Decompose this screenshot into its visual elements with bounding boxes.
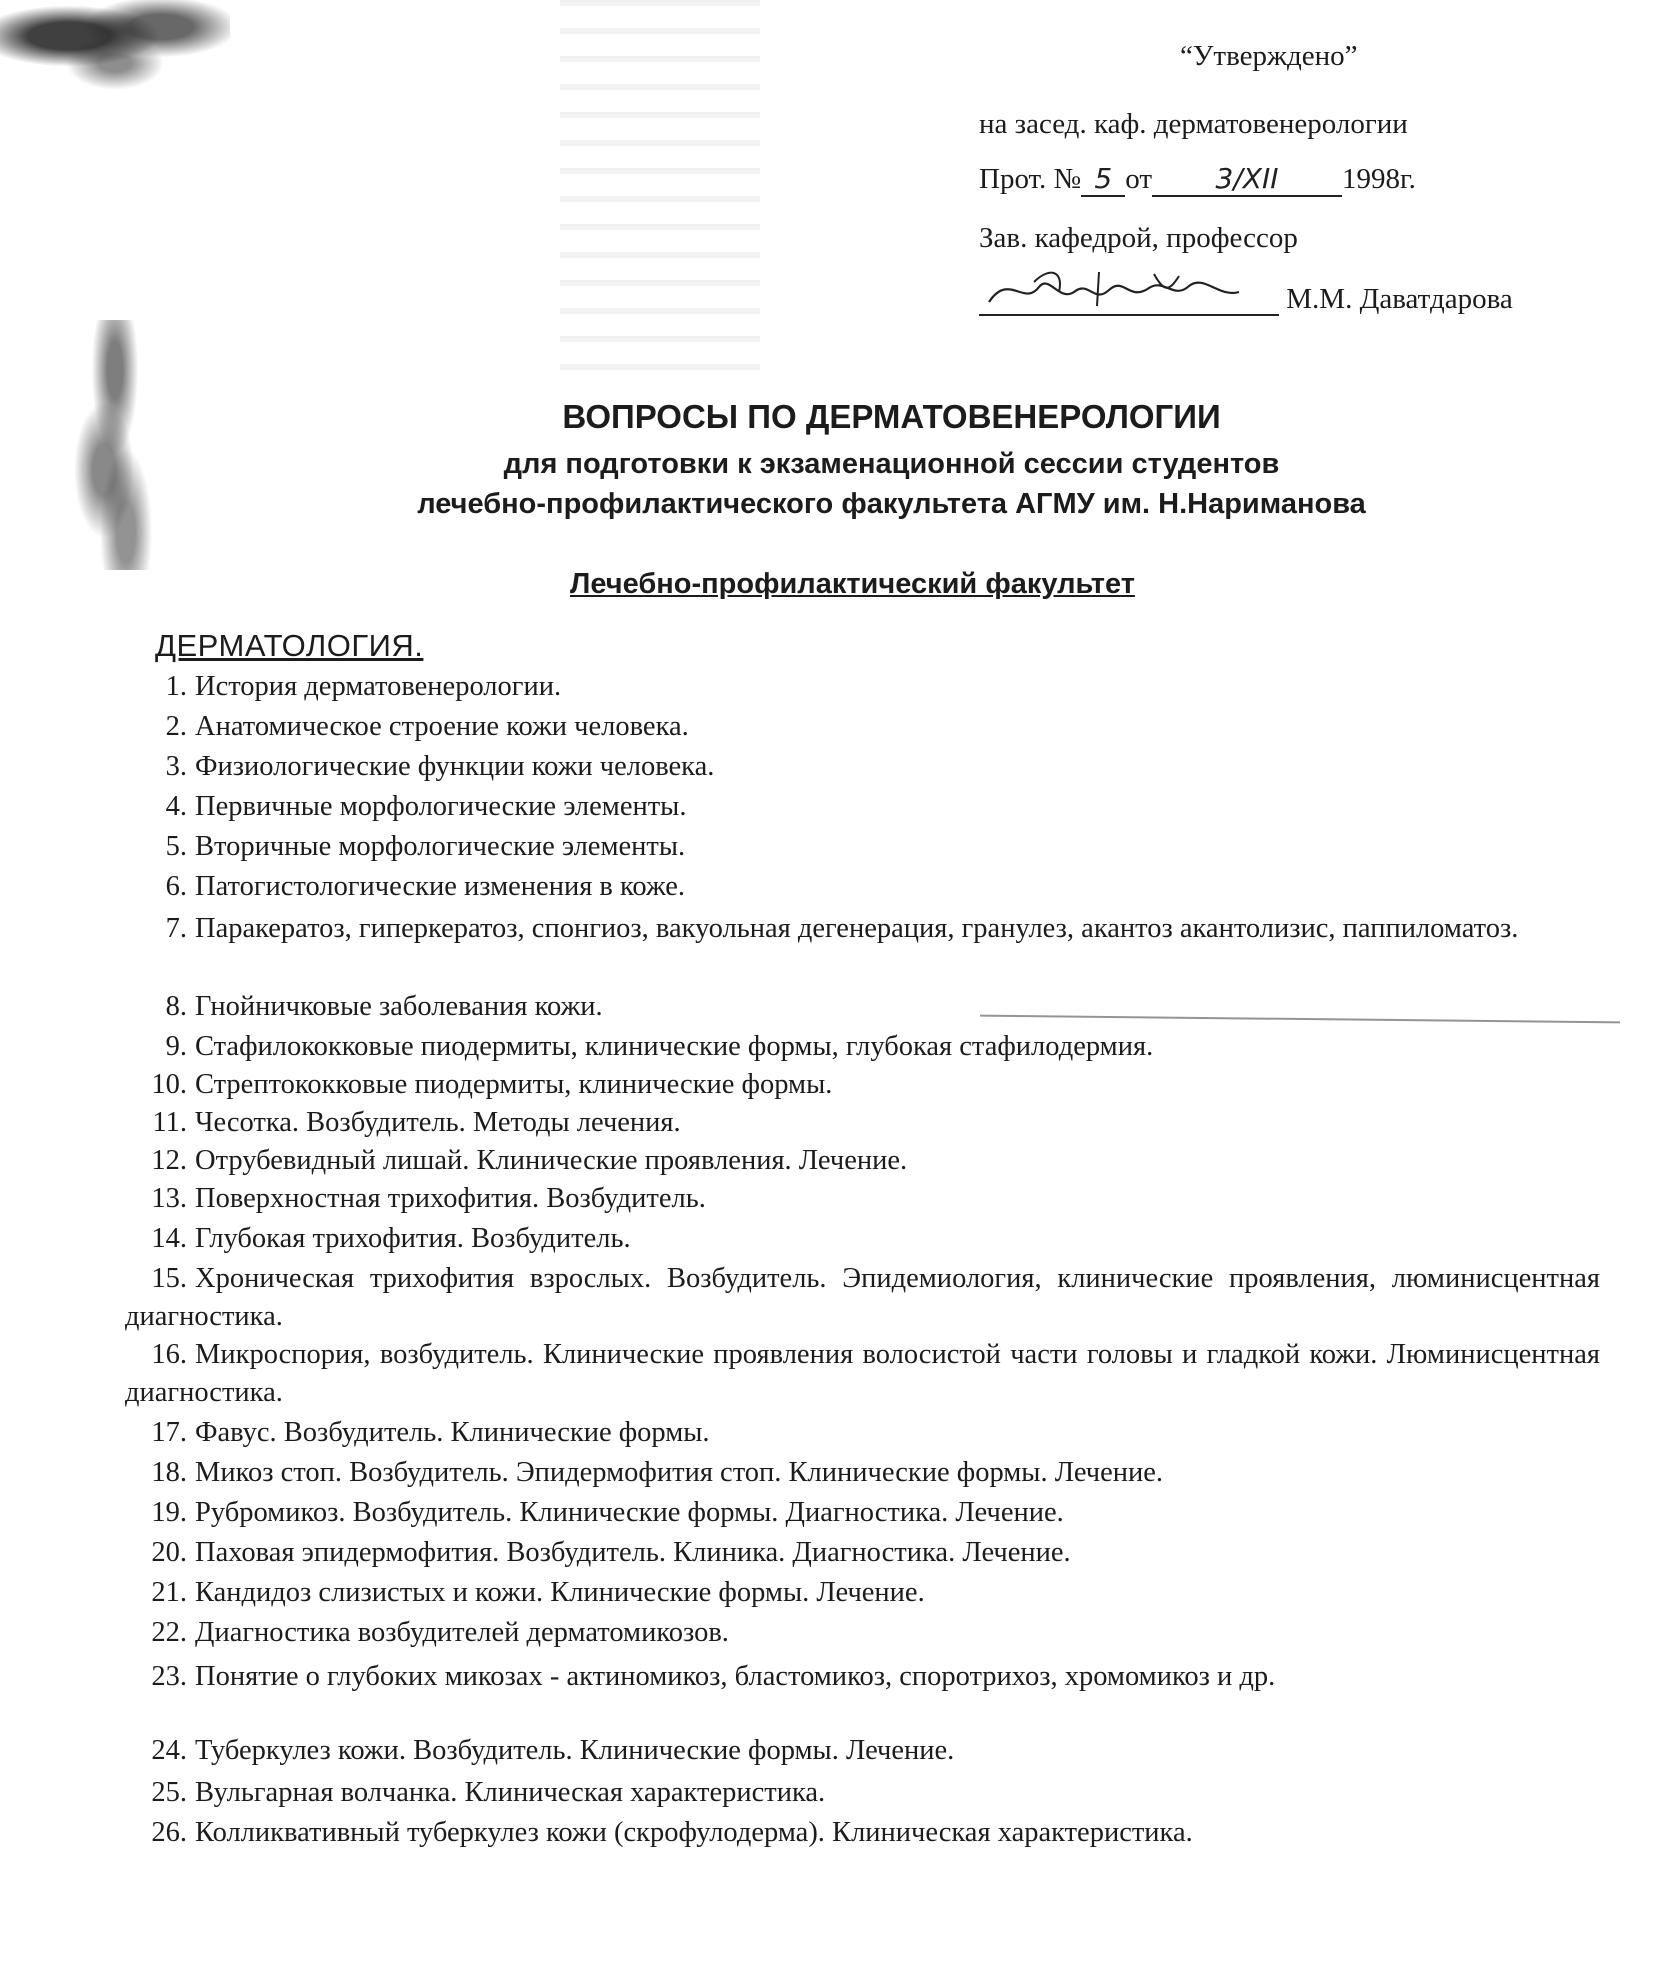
protocol-date: 3/XII [1152,162,1342,197]
page-bleed-through [560,0,760,390]
question-item [125,668,1600,706]
question-number: 3. [165,751,187,782]
question-item [125,1658,1600,1696]
question-number: 17. [151,1417,187,1448]
question-item [125,1220,1600,1258]
question-text: Диагностика возбудителей дерматомикозов. [195,1617,729,1648]
question-text: Вульгарная волчанка. Клиническая характеристика. [195,1777,826,1808]
question-text: Гнойничковые заболевания кожи. [195,991,603,1022]
question-text: Физиологические функции кожи человека. [195,751,715,782]
question-item [125,988,1600,1026]
question-number: 12. [151,1145,187,1176]
question-text: Поверхностная трихофития. Возбудитель. [195,1183,706,1214]
protocol-number: 5 [1081,162,1125,197]
document-subtitle-1: для подготовки к экзаменационной сессии студентов [503,448,1280,480]
question-item [125,828,1600,866]
question-number: 21. [151,1577,187,1608]
question-item [125,910,1600,948]
signatory-name: М.М. Даватдарова [1286,283,1513,315]
question-number: 5. [165,831,187,862]
scan-smudge-top [0,0,230,90]
protocol-from: от [1125,163,1153,195]
question-text: Анатомическое строение кожи человека. [195,711,689,742]
question-number: 22. [151,1617,187,1648]
document-title: ВОПРОСЫ ПО ДЕРМАТОВЕНЕРОЛОГИИ [562,398,1221,435]
question-item [125,1574,1600,1612]
approval-meeting: на засед. каф. дерматовенерологии [979,108,1408,140]
document-subtitle-2: лечебно-профилактического факультета АГМУ им. Н.Нариманова [417,488,1366,520]
approval-head: Зав. кафедрой, профессор [979,222,1298,254]
question-text: Микоз стоп. Возбудитель. Эпидермофития стоп. Клинические формы. Лечение. [195,1457,1164,1488]
question-number: 15. [151,1263,187,1294]
question-item [125,1180,1600,1218]
question-item [125,1774,1600,1812]
question-text: Стрептококковые пиодермиты, клинические формы. [195,1069,833,1100]
question-text: Стафилококковые пиодермиты, клинические формы, глубокая стафилодермия. [195,1031,1154,1062]
question-text: Патогистологические изменения в коже. [195,871,686,902]
question-number: 11. [152,1107,187,1138]
question-item [125,1066,1600,1104]
question-number: 18. [151,1457,187,1488]
question-number: 26. [151,1817,187,1848]
question-text: Туберкулез кожи. Возбудитель. Клинические формы. Лечение. [195,1735,955,1766]
question-item [125,708,1600,746]
question-number: 19. [151,1497,187,1528]
question-number: 1. [165,671,187,702]
question-text: Глубокая трихофития. Возбудитель. [195,1223,631,1254]
question-item [125,1454,1600,1492]
question-text: История дерматовенерологии. [195,671,562,702]
question-text: Колликвативный туберкулез кожи (скрофулодерма). Клиническая характеристика. [195,1817,1193,1848]
question-number: 9. [165,1031,187,1062]
question-text: Хроническая трихофития взрослых. Возбудитель. Эпидемиология, клинические проявления, люминисцентная диагностика. [125,1263,1600,1332]
question-text: Фавус. Возбудитель. Клинические формы. [195,1417,710,1448]
question-number: 16. [151,1339,187,1370]
question-number: 25. [151,1777,187,1808]
approval-title: “Утверждено” [1180,40,1358,72]
question-text: Микроспория, возбудитель. Клинические проявления волосистой части головы и гладкой кожи. Люминисцентная диагностика. [125,1339,1600,1408]
question-number: 14. [151,1223,187,1254]
question-item [125,1534,1600,1572]
question-number: 4. [165,791,187,822]
question-item [125,1732,1600,1770]
question-text: Вторичные морфологические элементы. [195,831,686,862]
question-item [125,1414,1600,1452]
question-item [125,1142,1600,1180]
question-text: Чесотка. Возбудитель. Методы лечения. [195,1107,681,1138]
question-number: 2. [165,711,187,742]
question-number: 20. [151,1537,187,1568]
question-item [125,748,1600,786]
question-number: 24. [151,1735,187,1766]
question-item [125,1494,1600,1532]
question-number: 23. [151,1661,187,1692]
approval-protocol [979,162,1416,197]
question-item [125,1614,1600,1652]
question-number: 8. [165,991,187,1022]
faculty-heading: Лечебно-профилактический факультет [570,568,1135,600]
question-text: Понятие о глубоких микозах - актиномикоз, бластомикоз, споротрихоз, хромомикоз и др. [195,1661,1276,1692]
question-item [125,1814,1600,1852]
question-item [125,1260,1600,1336]
question-item [125,1028,1600,1066]
protocol-year: 1998г. [1342,163,1416,195]
question-number: 6. [165,871,187,902]
question-number: 10. [151,1069,187,1100]
question-text: Кандидоз слизистых и кожи. Клинические формы. Лечение. [195,1577,925,1608]
question-text: Первичные морфологические элементы. [195,791,687,822]
question-text: Отрубевидный лишай. Клинические проявления. Лечение. [195,1145,908,1176]
scan-smudge-left [60,320,170,570]
question-item [125,868,1600,906]
protocol-prefix: Прот. № [979,163,1082,195]
question-item [125,788,1600,826]
section-heading: ДЕРМАТОЛОГИЯ. [155,628,424,663]
question-text: Паракератоз, гиперкератоз, спонгиоз, вакуольная дегенерация, гранулез, акантоз акантолизис, паппиломатоз. [195,913,1519,944]
handwritten-signature [979,280,1279,316]
question-text: Паховая эпидермофития. Возбудитель. Клиника. Диагностика. Лечение. [195,1537,1071,1568]
question-text: Рубромикоз. Возбудитель. Клинические формы. Диагностика. Лечение. [195,1497,1064,1528]
question-item [125,1336,1600,1412]
question-item [125,1104,1600,1142]
question-number: 13. [151,1183,187,1214]
question-number: 7. [165,913,187,944]
approval-signature-line [979,280,1513,316]
